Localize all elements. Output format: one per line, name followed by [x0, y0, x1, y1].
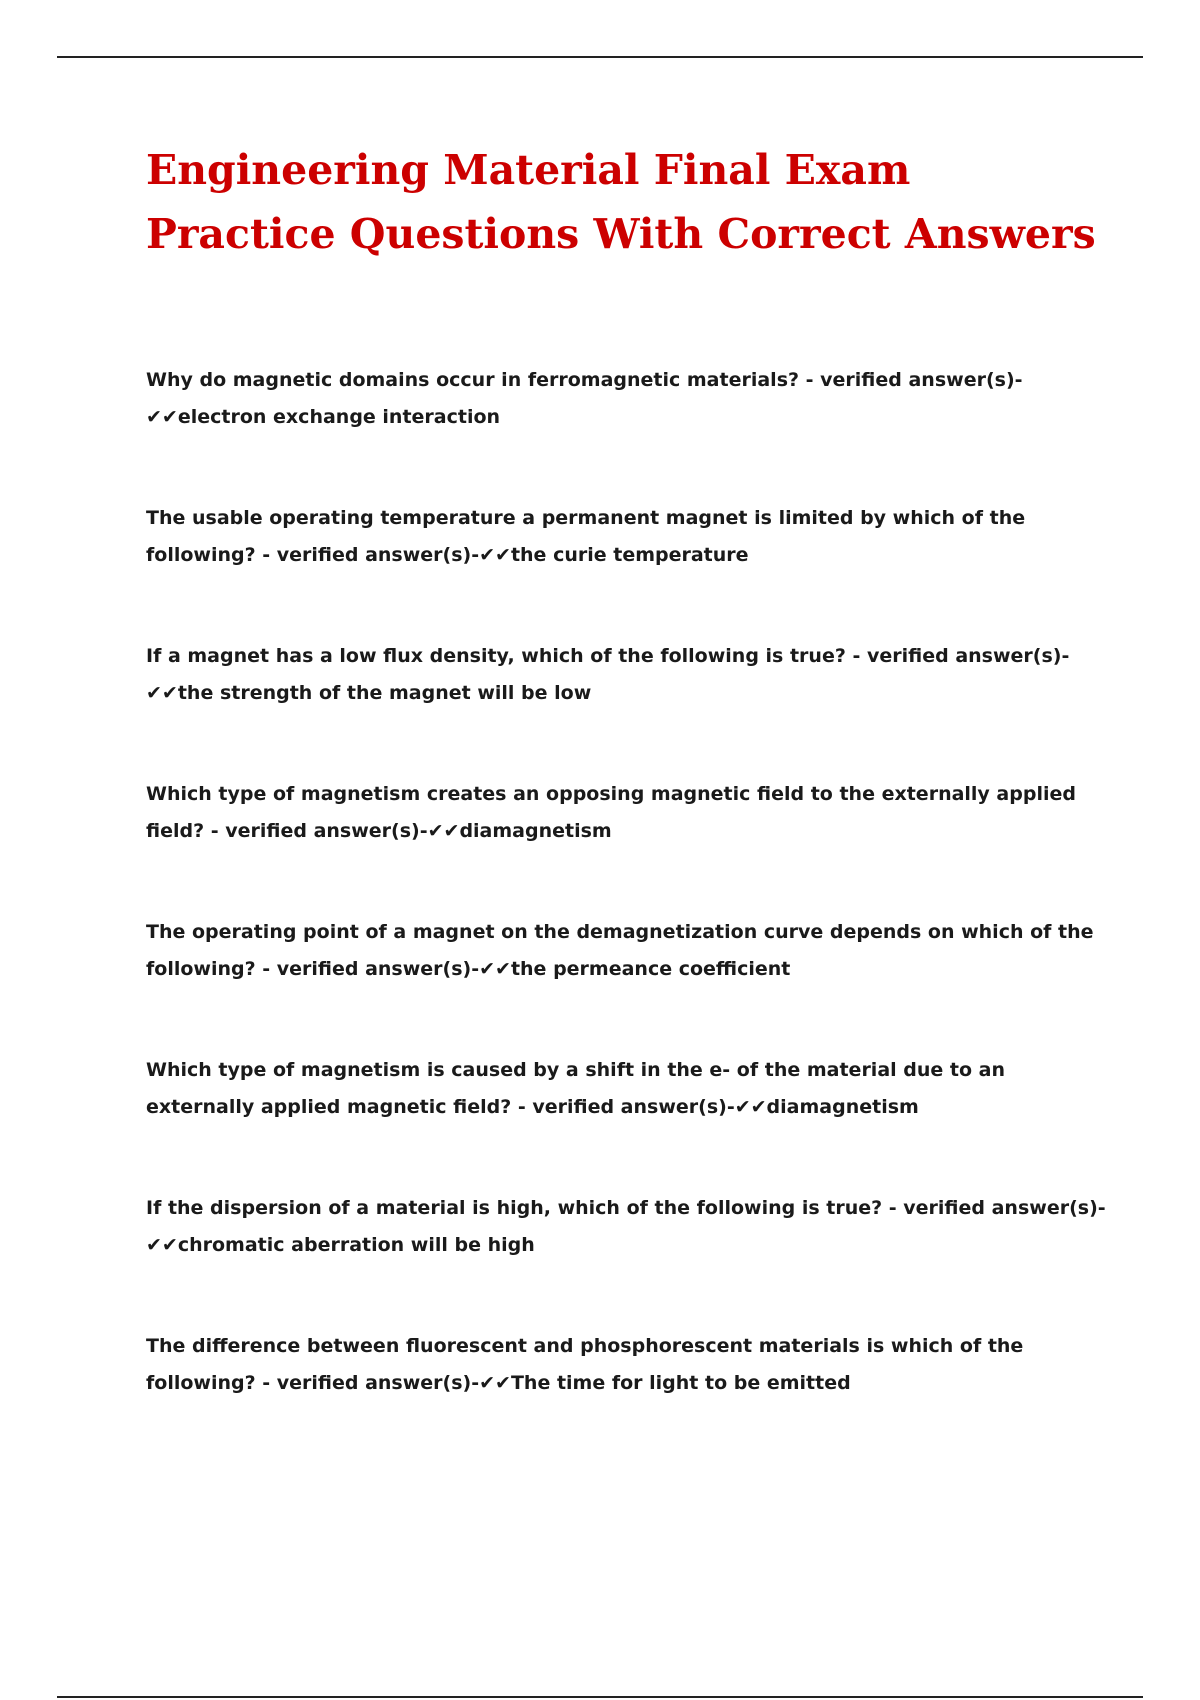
question-text: If a magnet has a low flux density, which of the following is true?	[146, 645, 846, 667]
answer-text: diamagnetism	[766, 1096, 919, 1118]
answer-text: electron exchange interaction	[177, 406, 501, 428]
answer-text: the permeance coefficient	[510, 958, 791, 980]
answer-text: chromatic aberration will be high	[177, 1234, 535, 1256]
qa-item	[146, 776, 1106, 850]
verified-marker: - verified answer(s)-	[255, 544, 480, 566]
bottom-rule	[57, 1696, 1143, 1698]
document-body	[146, 138, 1106, 1466]
qa-item	[146, 1052, 1106, 1126]
check-icon: ✔✔	[427, 820, 460, 842]
qa-list	[146, 362, 1106, 1402]
verified-marker: - verified answer(s)-	[511, 1096, 735, 1118]
question-text: Why do magnetic domains occur in ferromagnetic materials?	[146, 369, 800, 391]
question-text: Which type of magnetism creates an opposing magnetic field to the externally applied field?	[146, 783, 1076, 842]
check-icon: ✔✔	[146, 1234, 178, 1256]
question-text: The difference between fluorescent and phosphorescent materials is which of the following?	[146, 1335, 1024, 1394]
verified-marker: - verified answer(s)-	[255, 1372, 480, 1394]
question-text: Which type of magnetism is caused by a shift in the e- of the material due to an externally applied magnetic field?	[146, 1059, 1005, 1118]
document-title: Engineering Material Final Exam Practice Questions With Correct Answers	[146, 146, 1096, 258]
qa-item	[146, 362, 1106, 436]
check-icon: ✔✔	[734, 1096, 767, 1118]
check-icon: ✔✔	[479, 1372, 511, 1394]
check-icon: ✔✔	[479, 958, 511, 980]
top-rule	[57, 56, 1143, 58]
qa-item	[146, 500, 1106, 574]
answer-text: the curie temperature	[510, 544, 749, 566]
answer-text: The time for light to be emitted	[510, 1372, 851, 1394]
qa-item	[146, 914, 1106, 988]
verified-marker: - verified answer(s)-	[882, 1197, 1106, 1219]
verified-marker: - verified answer(s)-	[204, 820, 428, 842]
question-text: The operating point of a magnet on the demagnetization curve depends on which of the following?	[146, 921, 1094, 980]
question-text: The usable operating temperature a permanent magnet is limited by which of the following?	[146, 507, 1026, 566]
answer-text: diamagnetism	[459, 820, 612, 842]
qa-item	[146, 1328, 1106, 1402]
verified-marker: - verified answer(s)-	[799, 369, 1023, 391]
question-text: If the dispersion of a material is high, which of the following is true?	[146, 1197, 883, 1219]
verified-marker: - verified answer(s)-	[255, 958, 480, 980]
qa-item	[146, 638, 1106, 712]
verified-marker: - verified answer(s)-	[845, 645, 1070, 667]
qa-item	[146, 1190, 1106, 1264]
check-icon: ✔✔	[146, 406, 178, 428]
check-icon: ✔✔	[146, 682, 178, 704]
check-icon: ✔✔	[479, 544, 511, 566]
answer-text: the strength of the magnet will be low	[177, 682, 592, 704]
